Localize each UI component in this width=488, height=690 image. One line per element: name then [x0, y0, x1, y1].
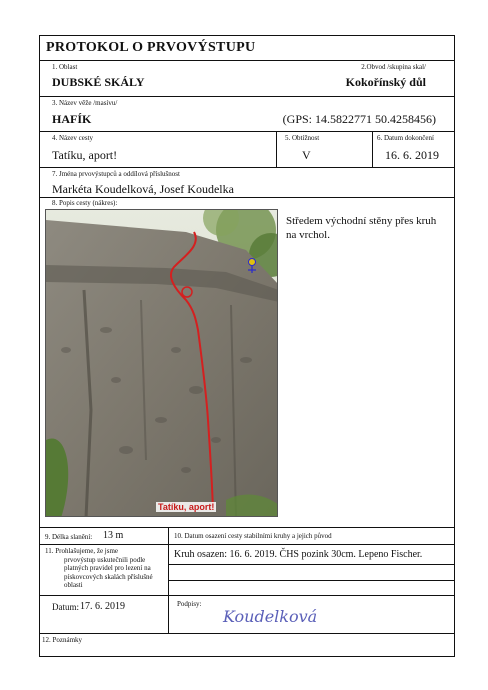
- district-label: 2.Obvod /skupina skal/: [361, 63, 426, 71]
- protection-value: Kruh osazen: 16. 6. 2019. ČHS pozink 30cm. Lepeno Fischer.: [174, 549, 423, 560]
- rappel-row: [40, 528, 454, 545]
- title-row: [40, 36, 454, 61]
- notes-row: [40, 634, 454, 658]
- protection-label: 10. Datum osazení cesty stabilními kruhy a jejich původ: [174, 532, 332, 540]
- signoff-date: 17. 6. 2019: [80, 601, 125, 612]
- declaration-line1: 11. Prohlašujeme, že jsme: [45, 547, 119, 555]
- notes-label: 12. Poznámky: [42, 636, 83, 644]
- first-ascent-form: [39, 35, 455, 657]
- district-value: Kokořínský důl: [345, 75, 426, 89]
- route-name: Tatíku, aport!: [52, 148, 118, 162]
- signatures-label: Podpisy:: [177, 600, 202, 608]
- declaration-line3: platných pravidel pro lezení na: [64, 564, 151, 572]
- declaration-text: [45, 547, 153, 590]
- description-line1: Středem východní stěny přes kruh: [286, 215, 437, 227]
- climbers-value: Markéta Koudelková, Josef Koudelka: [52, 182, 234, 196]
- rappel-label: 9. Délka slanění:: [45, 533, 93, 541]
- form-title: PROTOKOL O PRVOVÝSTUPU: [46, 40, 256, 55]
- signature: Koudelková: [223, 607, 318, 626]
- description-row: [40, 198, 454, 528]
- route-photo-image: [46, 210, 278, 517]
- tower-value: HAFÍK: [52, 112, 92, 126]
- declaration-line5: oblasti: [64, 581, 83, 589]
- area-value: DUBSKÉ SKÁLY: [52, 75, 145, 89]
- grade-value: V: [302, 148, 311, 162]
- date-label: 6. Datum dokončení: [377, 134, 434, 142]
- declaration-line4: pískovcových skalách příslušné: [64, 572, 153, 581]
- area-row: [40, 61, 454, 97]
- declaration-row: [40, 545, 454, 596]
- signoff-date-label: Datum:: [52, 602, 79, 612]
- description-label: 8. Popis cesty (nákres):: [52, 199, 118, 207]
- area-label: 1. Oblast: [52, 63, 78, 71]
- climbers-row: [40, 168, 454, 198]
- route-row: [40, 132, 454, 168]
- climbers-label: 7. Jména prvovýstupců a oddílová příslušnost: [52, 170, 180, 178]
- description-line2: na vrchol.: [286, 229, 330, 241]
- photo-caption: Tatíku, aport!: [158, 502, 215, 512]
- rappel-value: 13 m: [103, 530, 124, 541]
- date-value: 16. 6. 2019: [385, 148, 439, 162]
- signoff-row: [40, 596, 454, 634]
- tower-label: 3. Název věže /masívu/: [52, 99, 118, 107]
- route-name-label: 4. Název cesty: [52, 134, 94, 142]
- declaration-line2: prvovýstup uskutečnili podle: [64, 555, 146, 564]
- route-photo: [45, 209, 278, 517]
- grade-label: 5. Obtížnost: [285, 134, 320, 142]
- tower-row: [40, 97, 454, 132]
- gps-value: (GPS: 14.5822771 50.4258456): [282, 112, 436, 126]
